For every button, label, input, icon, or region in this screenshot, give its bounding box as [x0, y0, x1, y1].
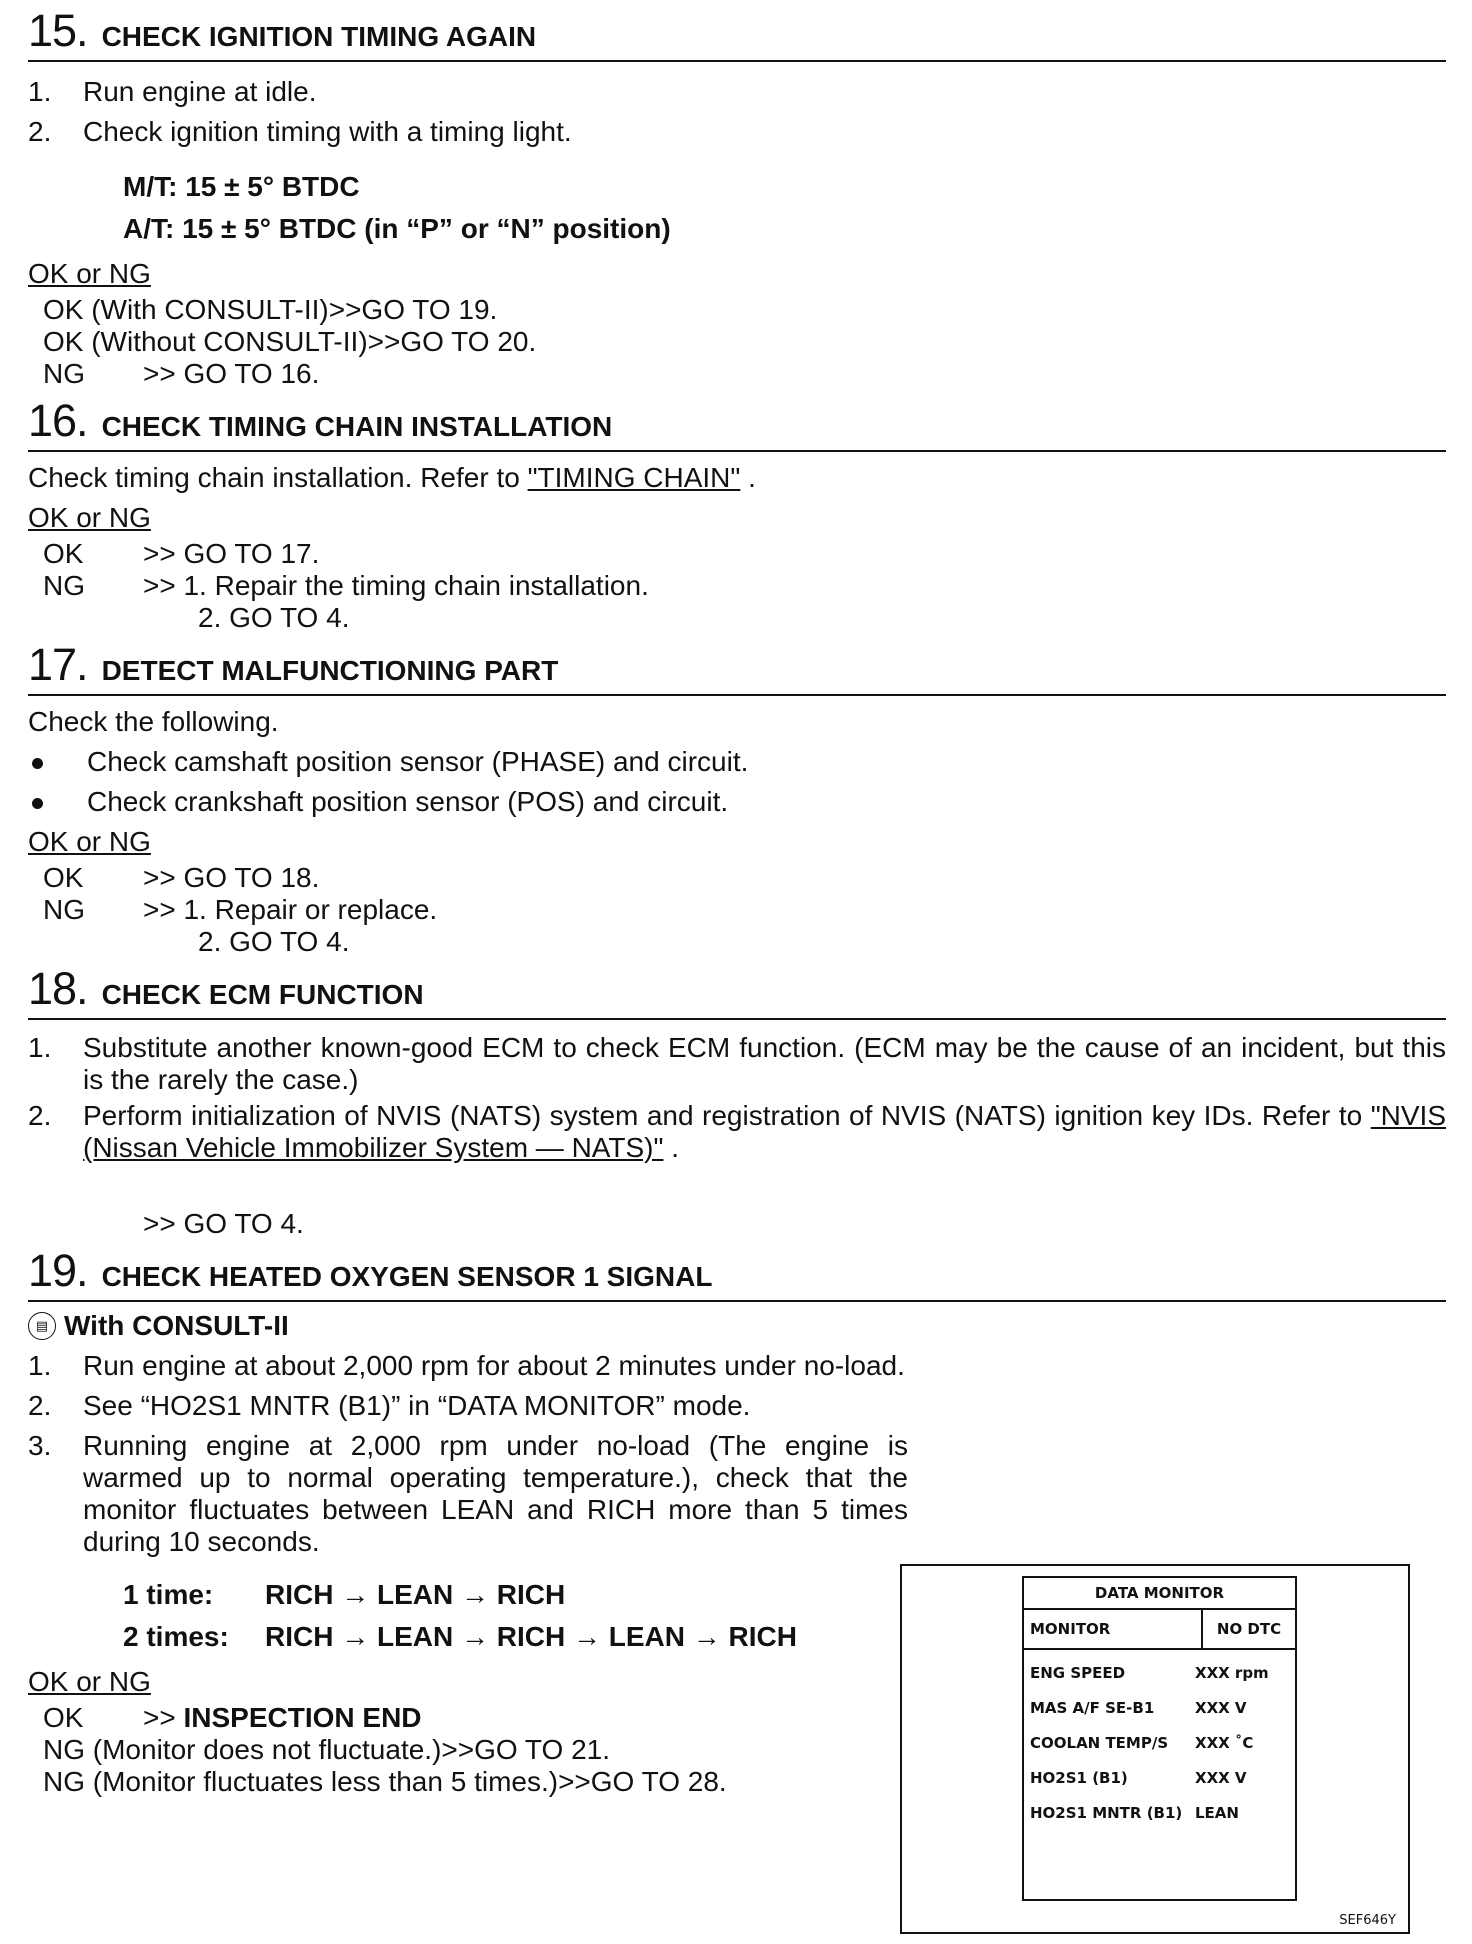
- result-ng-less-than-5: NG (Monitor fluctuates less than 5 times.)>>GO TO 28.: [43, 1766, 727, 1797]
- monitor-row: HO2S1 (B1) XXX V: [1030, 1769, 1247, 1787]
- screen-title: DATA MONITOR: [1024, 1578, 1295, 1610]
- result-ok-with-consult: OK (With CONSULT-II)>>GO TO 19.: [43, 294, 498, 325]
- spec-at: A/T: 15 ± 5° BTDC (in “P” or “N” position): [123, 213, 671, 244]
- step-title: CHECK IGNITION TIMING AGAIN: [101, 21, 537, 52]
- result-ng-sub: 2. GO TO 4.: [198, 602, 350, 633]
- step-number: 17.: [28, 639, 88, 690]
- result-ok: OK >> INSPECTION END: [43, 1702, 422, 1733]
- step-number: 19.: [28, 1245, 88, 1296]
- monitor-row: COOLAN TEMP/S XXX ˚C: [1030, 1734, 1254, 1752]
- step-17-header: [28, 634, 1446, 696]
- sequence-1: 1 time: RICH → LEAN → RICH: [123, 1579, 566, 1610]
- timing-chain-link[interactable]: "TIMING CHAIN": [527, 462, 741, 493]
- step-title: DETECT MALFUNCTIONING PART: [101, 655, 559, 686]
- result-ng-sub: 2. GO TO 4.: [198, 926, 350, 957]
- data-monitor-figure: [900, 1564, 1410, 1934]
- step-16-header: [28, 390, 1446, 452]
- monitor-row: HO2S1 MNTR (B1) LEAN: [1030, 1804, 1239, 1822]
- consult-screen: [1022, 1576, 1297, 1901]
- list-item: 2. Perform initialization of NVIS (NATS) system and registration of NVIS (NATS) ignition key IDs. Refer to "NVIS (Nissan Vehicle Immobilizer System — NATS)" .: [28, 1100, 1446, 1163]
- step-number: 16.: [28, 395, 88, 446]
- monitor-row: MAS A/F SE-B1 XXX V: [1030, 1699, 1247, 1717]
- ok-or-ng-label: OK or NG: [28, 1666, 151, 1697]
- result-ok-without-consult: OK (Without CONSULT-II)>>GO TO 20.: [43, 326, 537, 357]
- instruction: Check timing chain installation. Refer to "TIMING CHAIN" .: [28, 462, 756, 493]
- list-item: 3. Running engine at 2,000 rpm under no-load (The engine is warmed up to normal operating temperature.), check that the monitor fluctuates between LEAN and RICH more than 5 times during 10 seconds.: [28, 1430, 908, 1557]
- list-item: 1. Run engine at idle.: [28, 76, 317, 107]
- bullet-item: Check camshaft position sensor (PHASE) and circuit.: [28, 742, 1446, 782]
- step-15: [28, 0, 1446, 390]
- step-18: [28, 958, 1446, 1240]
- ok-or-ng-label: OK or NG: [28, 826, 151, 857]
- step-16: [28, 390, 1446, 634]
- list-item: 1. Substitute another known-good ECM to check ECM function. (ECM may be the cause of an incident, but this is the rarely the case.): [28, 1032, 1446, 1095]
- step-number: 18.: [28, 963, 88, 1014]
- result-ng: NG >> 1. Repair or replace.: [43, 894, 438, 925]
- result-ok: OK >> GO TO 17.: [43, 538, 320, 569]
- sequence-2: 2 times: RICH → LEAN → RICH → LEAN → RICH: [123, 1621, 797, 1652]
- result: >> GO TO 4.: [143, 1208, 304, 1239]
- list-item: 1. Run engine at about 2,000 rpm for about 2 minutes under no-load.: [28, 1350, 905, 1381]
- nvis-link[interactable]: "NVIS (Nissan Vehicle Immobilizer System — NATS)": [83, 1100, 1446, 1163]
- consult-icon: ▤: [28, 1312, 56, 1340]
- step-number: 15.: [28, 5, 88, 56]
- ok-or-ng-label: OK or NG: [28, 502, 151, 533]
- with-consult-heading: ▤ With CONSULT-II: [28, 1306, 1446, 1346]
- result-ng: NG >> GO TO 16.: [43, 358, 320, 389]
- result-ng-no-fluctuation: NG (Monitor does not fluctuate.)>>GO TO 21.: [43, 1734, 611, 1765]
- step-title: CHECK ECM FUNCTION: [101, 979, 424, 1010]
- step-18-header: [28, 958, 1446, 1020]
- ok-or-ng-label: OK or NG: [28, 258, 151, 289]
- result-ng: NG >> 1. Repair the timing chain installation.: [43, 570, 649, 601]
- list-item: 2. See “HO2S1 MNTR (B1)” in “DATA MONITOR” mode.: [28, 1390, 751, 1421]
- screen-header: MONITOR NO DTC: [1024, 1610, 1295, 1650]
- bullet-item: Check crankshaft position sensor (POS) and circuit.: [28, 782, 1446, 822]
- step-title: CHECK TIMING CHAIN INSTALLATION: [101, 411, 613, 442]
- intro-text: Check the following.: [28, 706, 279, 737]
- step-title: CHECK HEATED OXYGEN SENSOR 1 SIGNAL: [101, 1261, 713, 1292]
- step-19-header: [28, 1240, 1446, 1302]
- page: [28, 0, 1446, 1798]
- figure-id: SEF646Y: [1339, 1913, 1396, 1928]
- monitor-row: ENG SPEED XXX rpm: [1030, 1664, 1269, 1682]
- step-15-header: [28, 0, 1446, 62]
- result-ok: OK >> GO TO 18.: [43, 862, 320, 893]
- step-17: [28, 634, 1446, 958]
- spec-mt: M/T: 15 ± 5° BTDC: [123, 171, 360, 202]
- list-item: 2. Check ignition timing with a timing light.: [28, 116, 572, 147]
